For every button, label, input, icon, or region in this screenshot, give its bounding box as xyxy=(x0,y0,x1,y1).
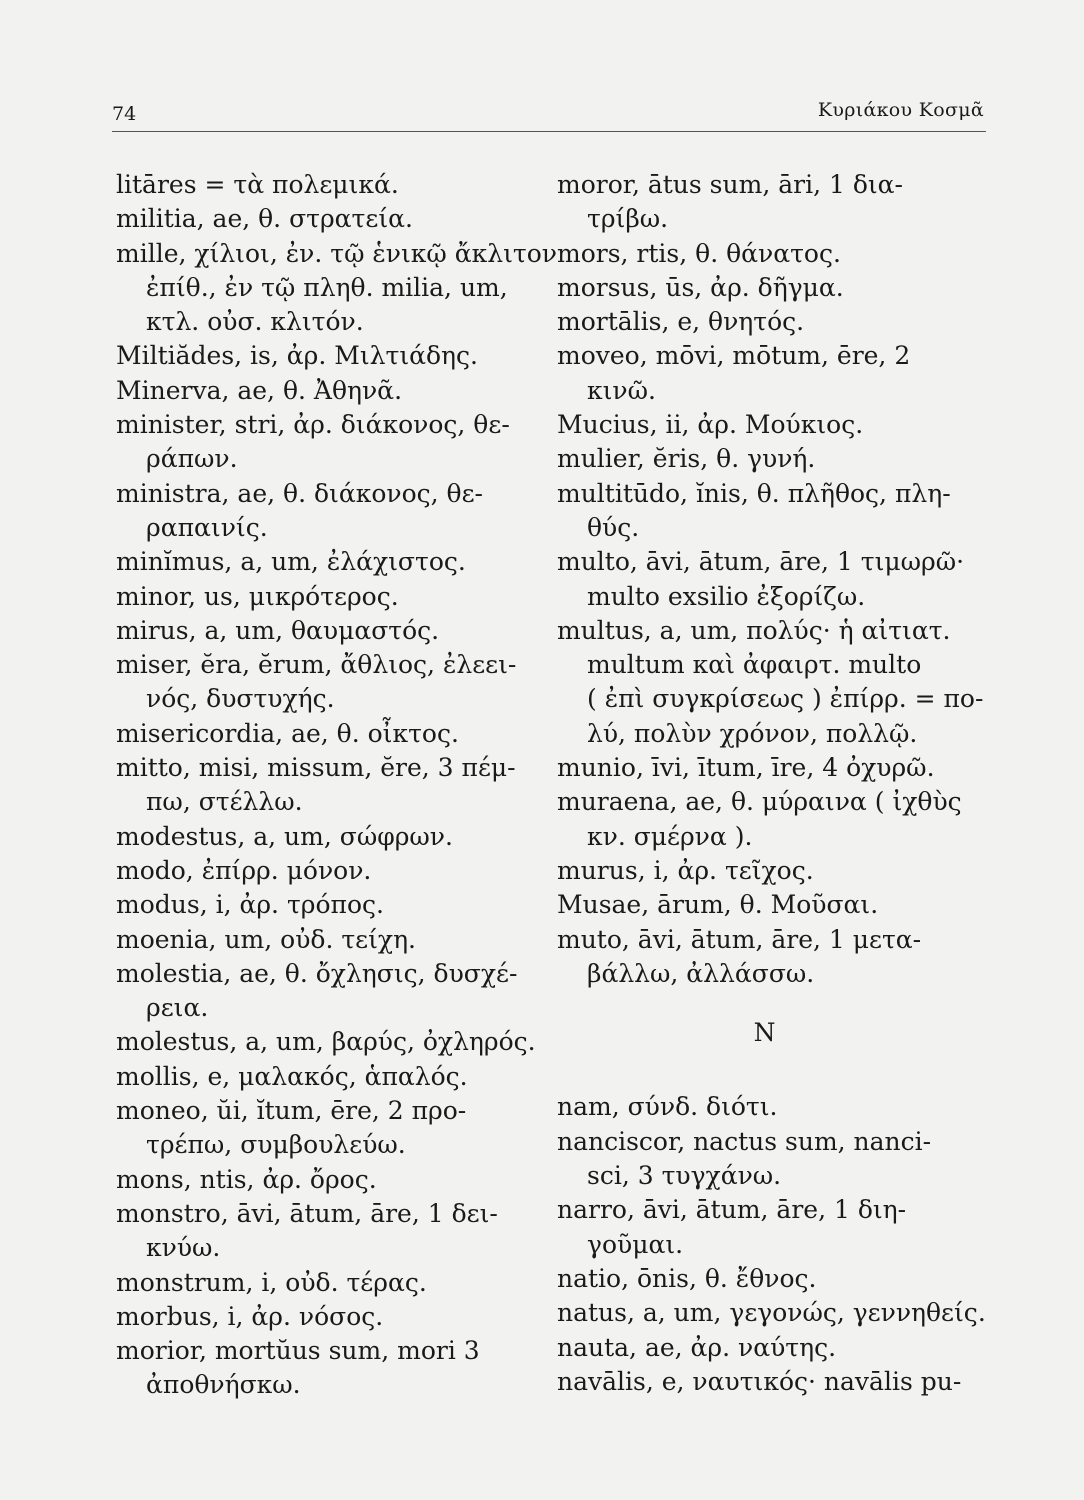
dictionary-entry-line: navālis, e, ναυτικός· navālis pu- xyxy=(557,1366,962,1396)
dictionary-entry-line: nanciscor, nactus sum, nanci- xyxy=(557,1126,932,1156)
entry-continuation-line: κν. σμέρνα ). xyxy=(587,821,753,851)
dictionary-entry-line: molestus, a, um, βαρύς, ὀχληρός. xyxy=(116,1027,536,1057)
dictionary-entry-line: moror, ātus sum, āri, 1 δια- xyxy=(557,170,903,199)
dictionary-entry-line: mors, rtis, θ. θάνατος. xyxy=(557,238,841,268)
dictionary-entry-line: Mucius, ii, ἀρ. Μούκιος. xyxy=(557,410,864,440)
dictionary-entry-line: mirus, a, um, θαυμαστός. xyxy=(116,615,440,645)
dictionary-entry-line: militia, ae, θ. στρατεία. xyxy=(116,204,413,234)
page-number: 74 xyxy=(112,103,137,125)
right-column-m-entries xyxy=(557,168,984,991)
entry-continuation-line: κνύω. xyxy=(146,1233,221,1263)
right-column xyxy=(557,168,986,1399)
dictionary-entry-line: narro, āvi, ātum, āre, 1 διη- xyxy=(557,1195,907,1225)
dictionary-entry-line: miser, ĕra, ĕrum, ἄθλιος, ἐλεει- xyxy=(116,650,517,680)
entry-continuation-line: λύ, πολὺν χρόνον, πολλῷ. xyxy=(587,718,918,748)
entry-continuation-line: ρεια. xyxy=(146,993,209,1023)
entry-continuation-line: ράπων. xyxy=(146,444,238,474)
dictionary-entry-line: minor, us, μικρότερος. xyxy=(116,581,399,611)
entry-continuation-line: multo exsilio ἐξορίζω. xyxy=(587,581,866,611)
dictionary-entry-line: mitto, misi, missum, ĕre, 3 πέμ- xyxy=(116,753,516,783)
header-rule xyxy=(112,131,986,132)
entry-continuation-line: γοῦμαι. xyxy=(587,1229,684,1259)
entry-continuation-line: κινῶ. xyxy=(587,375,656,405)
dictionary-entry-line: moveo, mōvi, mōtum, ēre, 2 xyxy=(557,341,911,371)
dictionary-entry-line: modo, ἐπίρρ. μόνον. xyxy=(116,855,372,885)
dictionary-entry-line: Miltiădes, is, ἀρ. Μιλτιάδης. xyxy=(116,341,478,371)
entry-continuation-line: βάλλω, ἀλλάσσω. xyxy=(587,958,815,988)
dictionary-entry-line: multus, a, um, πολύς· ἡ αἰτιατ. xyxy=(557,615,951,645)
dictionary-entry-line: litāres = τὰ πολεμικά. xyxy=(116,170,399,199)
dictionary-entry-line: multo, āvi, ātum, āre, 1 τιμωρῶ· xyxy=(557,547,965,577)
dictionary-entry-line: minister, stri, ἀρ. διάκονος, θε- xyxy=(116,410,510,440)
entry-continuation-line: ραπαινίς. xyxy=(146,512,268,542)
dictionary-entry-line: misericordia, ae, θ. οἶκτος. xyxy=(116,718,459,748)
dictionary-entry-line: Musae, ārum, θ. Μοῦσαι. xyxy=(557,890,879,920)
entry-continuation-line: τρέπω, συμβουλεύω. xyxy=(146,1130,406,1160)
entry-continuation-line: sci, 3 τυγχάνω. xyxy=(587,1161,782,1191)
dictionary-entry-line: mons, ntis, ἀρ. ὄρος. xyxy=(116,1164,377,1194)
dictionary-entry-line: mortālis, e, θνητός. xyxy=(557,307,805,337)
dictionary-entry-line: muraena, ae, θ. μύραινα ( ἰχθὺς xyxy=(557,787,962,817)
dictionary-entry-line: moenia, um, οὐδ. τείχη. xyxy=(116,924,416,954)
dictionary-entry-line: monstrum, i, οὐδ. τέρας. xyxy=(116,1267,427,1297)
dictionary-entry-line: Minerva, ae, θ. Ἀθηνᾶ. xyxy=(116,375,403,405)
dictionary-entry-line: ministra, ae, θ. διάκονος, θε- xyxy=(116,478,483,508)
left-column xyxy=(116,168,558,1403)
dictionary-entry-line: nauta, ae, ἀρ. ναύτης. xyxy=(557,1332,837,1362)
entry-continuation-line: νός, δυστυχής. xyxy=(146,684,335,714)
entry-continuation-line: multum καὶ ἀφαιρτ. multo xyxy=(587,650,922,680)
entry-continuation-line: πω, στέλλω. xyxy=(146,787,303,817)
dictionary-entry-line: minĭmus, a, um, ἐλάχιστος. xyxy=(116,547,466,577)
dictionary-entry-line: nam, σύνδ. διότι. xyxy=(557,1092,778,1122)
dictionary-entry-line: mollis, e, μαλακός, ἁπαλός. xyxy=(116,1061,468,1091)
right-column-n-entries xyxy=(557,1090,986,1399)
entry-continuation-line: ἀποθνήσκω. xyxy=(146,1370,301,1400)
dictionary-entry-line: monstro, āvi, ātum, āre, 1 δει- xyxy=(116,1198,498,1228)
dictionary-entry-line: modus, i, ἀρ. τρόπος. xyxy=(116,890,384,920)
entry-continuation-line: κτλ. οὐσ. κλιτόν. xyxy=(146,307,364,337)
dictionary-entry-line: modestus, a, um, σώφρων. xyxy=(116,821,453,851)
dictionary-entry-line: mulier, ĕris, θ. γυνή. xyxy=(557,444,816,474)
dictionary-entry-line: murus, i, ἀρ. τεῖχος. xyxy=(557,855,814,885)
dictionary-entry-line: natus, a, um, γεγονώς, γεννηθείς. xyxy=(557,1298,986,1328)
dictionary-entry-line: morbus, i, ἀρ. νόσος. xyxy=(116,1301,384,1331)
dictionary-entry-line: natio, ōnis, θ. ἔθνος. xyxy=(557,1263,817,1293)
entry-continuation-line: ( ἐπὶ συγκρίσεως ) ἐπίρρ. = πο- xyxy=(587,684,984,714)
dictionary-entry-line: mille, χίλιοι, ἐν. τῷ ἑνικῷ ἄκλιτον xyxy=(116,238,558,268)
entry-continuation-line: ἐπίθ., ἐν τῷ πληθ. milia, um, xyxy=(146,272,508,302)
entry-continuation-line: θύς. xyxy=(587,512,640,542)
section-letter: N xyxy=(753,1018,776,1048)
dictionary-entry-line: molestia, ae, θ. ὄχλησις, δυσχέ- xyxy=(116,958,518,988)
dictionary-entry-line: morsus, ūs, ἀρ. δῆγμα. xyxy=(557,272,844,302)
dictionary-entry-line: muto, āvi, ātum, āre, 1 μετα- xyxy=(557,924,922,954)
dictionary-entry-line: munio, īvi, ītum, īre, 4 ὀχυρῶ. xyxy=(557,753,935,783)
entry-continuation-line: τρίβω. xyxy=(587,204,669,234)
dictionary-entry-line: moneo, ŭi, ĭtum, ēre, 2 προ- xyxy=(116,1096,467,1126)
running-title: Κυριάκου Κοσμᾶ xyxy=(817,99,984,121)
dictionary-entry-line: multitūdo, ĭnis, θ. πλῆθος, πλη- xyxy=(557,478,951,508)
dictionary-entry-line: morior, mortŭus sum, mori 3 xyxy=(116,1336,480,1366)
